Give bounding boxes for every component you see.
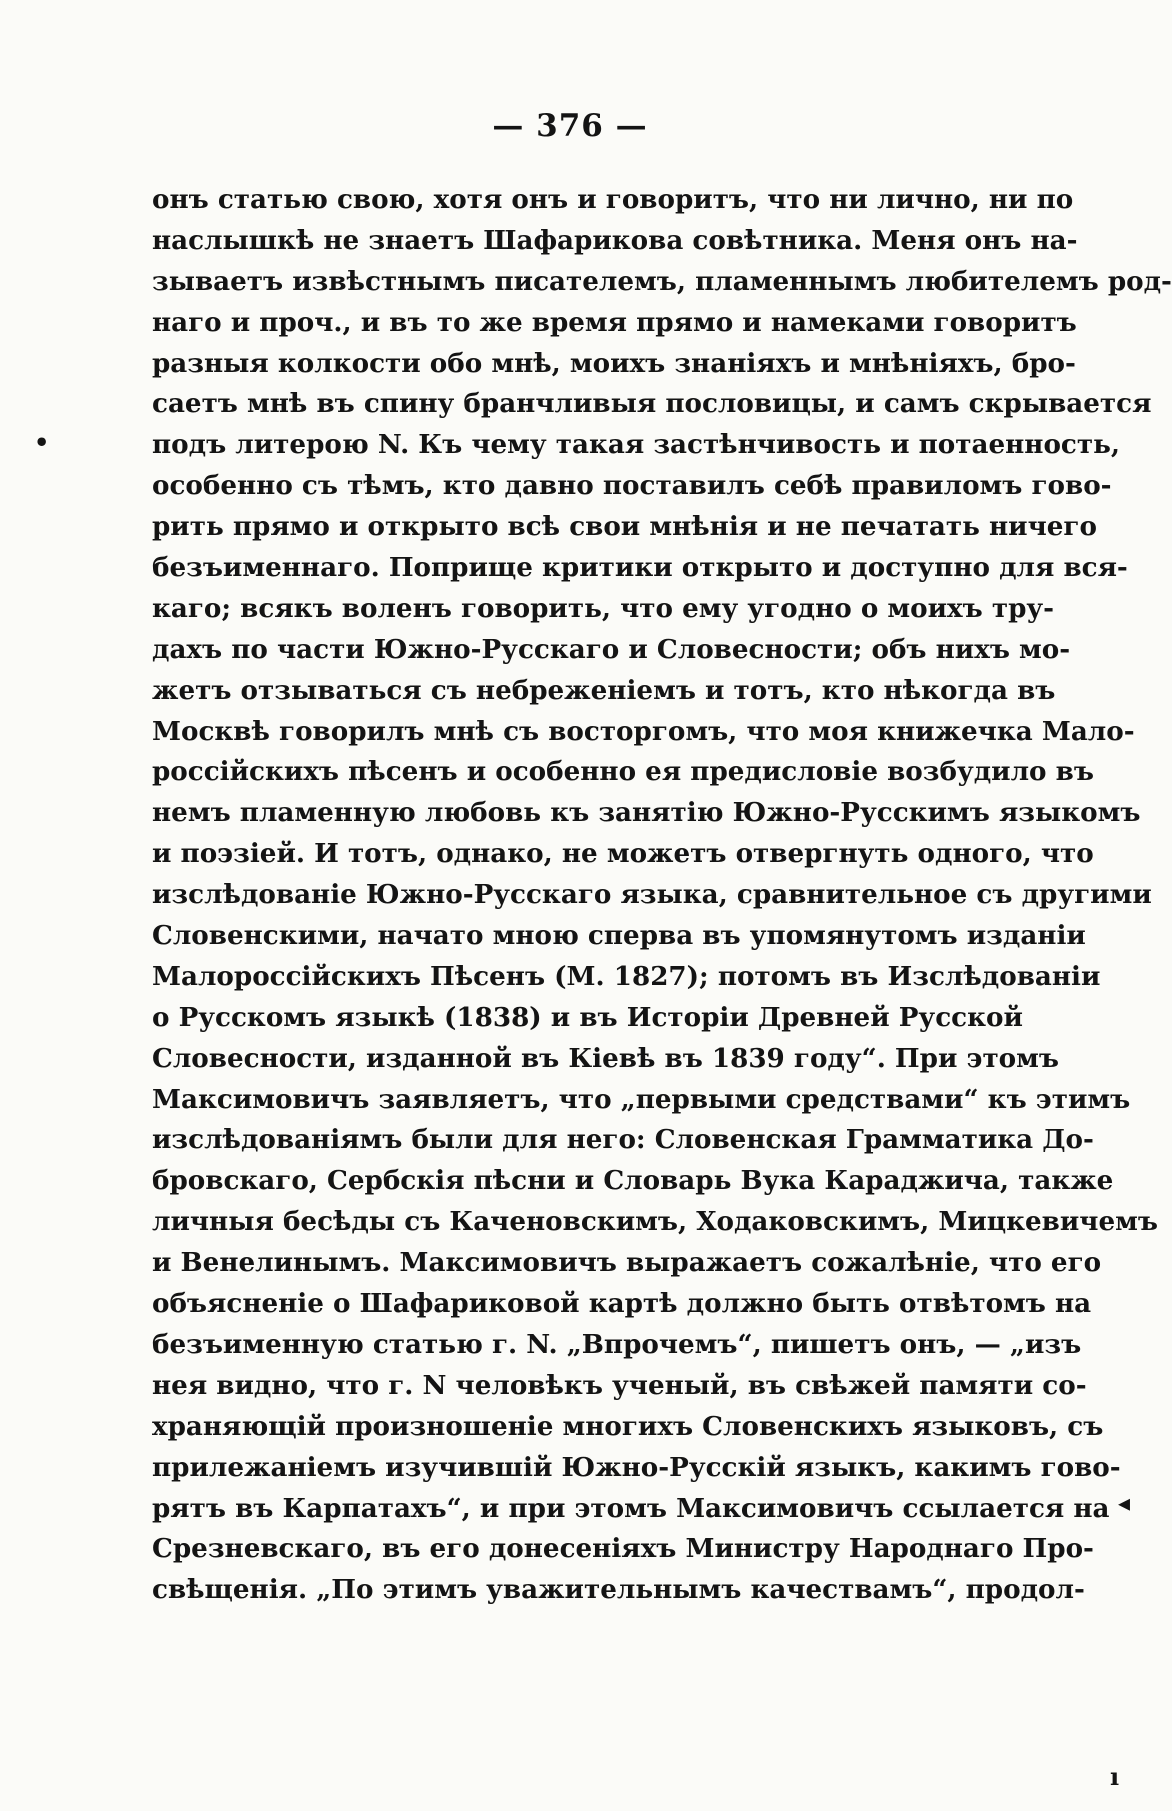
text-line: свѣщенія. „По этимъ уважительнымъ качествамъ“, продол-	[152, 1574, 1085, 1606]
text-line: рить прямо и открыто всѣ свои мнѣнія и не печатать ничего	[152, 511, 1097, 543]
margin-speck-right: ◂	[1118, 1488, 1131, 1517]
text-line: личныя бесѣды съ Каченовскимъ, Ходаковскимъ, Мицкевичемъ	[152, 1206, 1158, 1238]
text-line: рятъ въ Карпатахъ“, и при этомъ Максимовичъ ссылается на	[152, 1492, 1110, 1524]
text-line: нея видно, что г. N человѣкъ ученый, въ свѣжей памяти со-	[152, 1369, 1087, 1401]
text-line: объясненіе о Шафариковой картѣ должно быть отвѣтомъ на	[152, 1288, 1092, 1320]
text-line: изслѣдованіе Южно-Русскаго языка, сравнительное съ другими	[152, 879, 1152, 911]
text-line: прилежаніемъ изучившій Южно-Русскій языкъ, какимъ гово-	[152, 1451, 1121, 1483]
body-text	[152, 180, 1172, 1611]
text-line: разныя колкости обо мнѣ, моихъ знаніяхъ и мнѣніяхъ, бро-	[152, 347, 1076, 379]
text-line: жетъ отзываться съ небреженіемъ и тотъ, кто нѣкогда въ	[152, 674, 1056, 706]
text-line: зываетъ извѣстнымъ писателемъ, пламеннымъ любителемъ род-	[152, 265, 1172, 297]
text-line: Словесности, изданной въ Кіевѣ въ 1839 году“. При этомъ	[152, 1042, 1059, 1074]
text-line: о Русскомъ языкѣ (1838) и въ Исторіи Древней Русской	[152, 1001, 1023, 1033]
text-line: подъ литерою N. Къ чему такая застѣнчивость и потаенность,	[152, 429, 1120, 461]
margin-speck-left: •	[34, 428, 50, 457]
text-line: онъ статью свою, хотя онъ и говоритъ, что ни лично, ни по	[152, 184, 1074, 215]
text-line: и Венелинымъ. Максимовичъ выражаетъ сожалѣніе, что его	[152, 1247, 1102, 1279]
text-line: немъ пламенную любовь къ занятію Южно-Русскимъ языкомъ	[152, 797, 1141, 829]
text-line: дахъ по части Южно-Русскаго и Словесности; объ нихъ мо-	[152, 633, 1071, 665]
text-line: храняющій произношеніе многихъ Словенскихъ языковъ, съ	[152, 1410, 1104, 1442]
text-line: безъименную статью г. N. „Впрочемъ“, пишетъ онъ, — „изъ	[152, 1328, 1082, 1360]
text-line: бровскаго, Сербскія пѣсни и Словарь Вука Караджича, также	[152, 1165, 1114, 1197]
text-line: саетъ мнѣ въ спину бранчливыя пословицы, и самъ скрывается	[152, 388, 1152, 420]
text-line: и поэзіей. И тотъ, однако, не можетъ отвергнуть одного, что	[152, 838, 1094, 870]
text-line: каго; всякъ воленъ говорить, что ему угодно о моихъ тру-	[152, 592, 1055, 624]
margin-speck-bottom: ı	[1110, 1762, 1120, 1791]
text-line: наслышкѣ не знаетъ Шафарикова совѣтника. Меня онъ на-	[152, 224, 1078, 256]
text-line: особенно съ тѣмъ, кто давно поставилъ себѣ правиломъ гово-	[152, 470, 1112, 502]
text-line: наго и проч., и въ то же время прямо и намеками говоритъ	[152, 306, 1077, 338]
text-line: Москвѣ говорилъ мнѣ съ восторгомъ, что моя книжечка Мало-	[152, 715, 1135, 747]
text-line: безъименнаго. Поприще критики открыто и доступно для вся-	[152, 552, 1128, 584]
text-line: россійскихъ пѣсенъ и особенно ея предисловіе возбудило въ	[152, 756, 1094, 788]
text-line: Максимовичъ заявляетъ, что „первыми средствами“ къ этимъ	[152, 1083, 1131, 1115]
text-line: изслѣдованіямъ были для него: Словенская Грамматика До-	[152, 1124, 1094, 1156]
text-line: Срезневскаго, въ его донесеніяхъ Министру Народнаго Про-	[152, 1533, 1094, 1565]
text-line: Словенскими, начато мною сперва въ упомянутомъ изданіи	[152, 920, 1086, 952]
page-number: — 376 —	[492, 108, 648, 144]
text-line: Малороссійскихъ Пѣсенъ (М. 1827); потомъ въ Изслѣдованіи	[152, 960, 1101, 992]
